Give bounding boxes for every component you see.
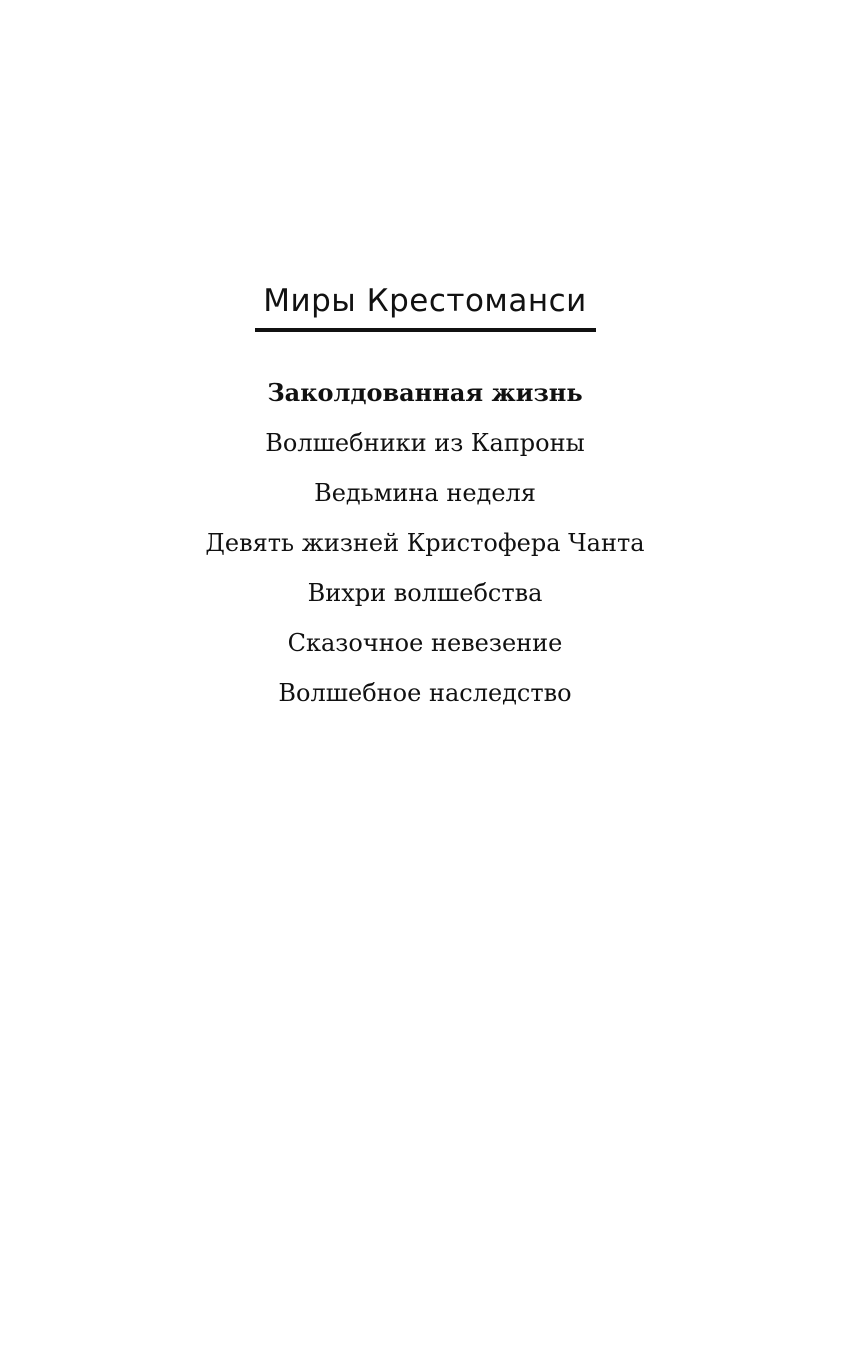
book-title: Волшебники из Капроны <box>265 429 585 457</box>
book-title-current: Заколдованная жизнь <box>267 378 583 407</box>
book-title: Сказочное невезение <box>287 629 563 657</box>
book-list <box>0 368 850 718</box>
book-title: Волшебное наследство <box>278 679 572 707</box>
book-title: Ведьмина неделя <box>314 479 536 507</box>
book-title: Девять жизней Кристофера Чанта <box>205 529 645 557</box>
series-heading <box>0 279 850 332</box>
book-title: Вихри волшебства <box>307 579 543 607</box>
series-title: Миры Крестоманси <box>255 279 596 332</box>
